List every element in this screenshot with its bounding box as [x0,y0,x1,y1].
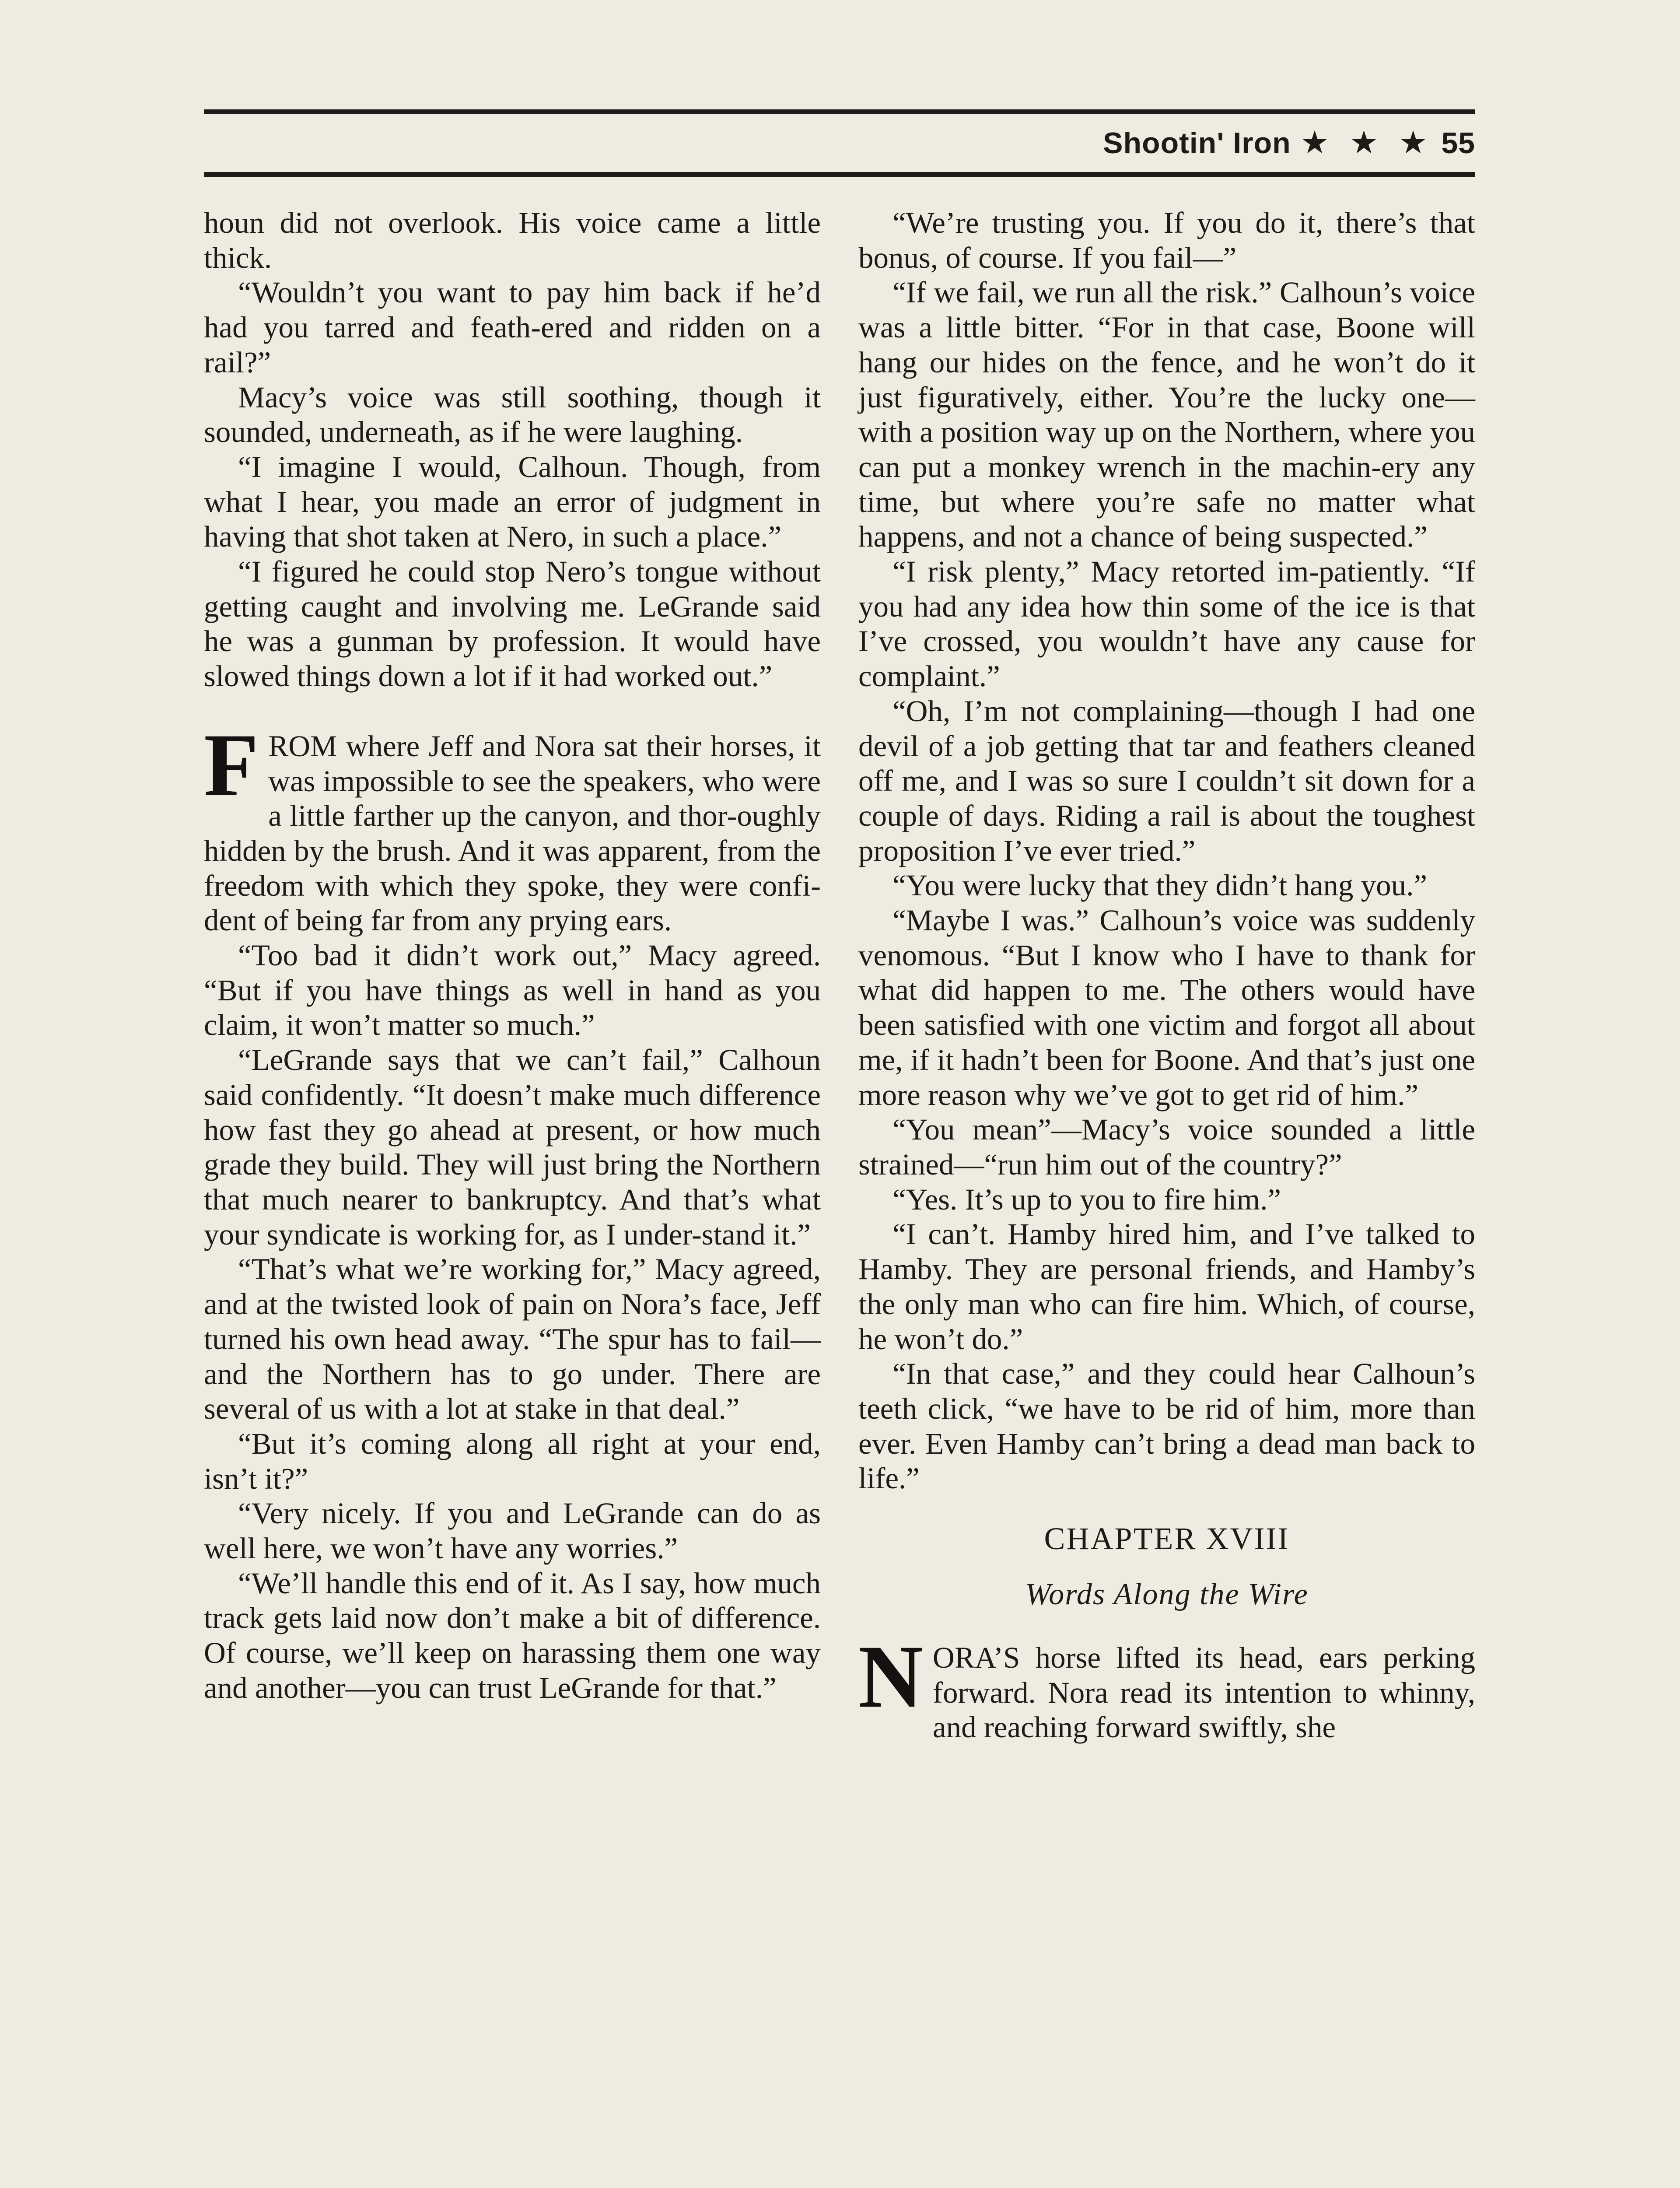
paragraph: “Too bad it didn’t work out,” Macy agreed. “But if you have things as well in hand as you claim, it won’t matter so much.” [204,939,821,1042]
paragraph: houn did not overlook. His voice came a little thick. [204,206,821,274]
header-rule-top [204,109,1475,114]
paragraph: “But it’s coming along all right at your end, isn’t it?” [204,1427,821,1495]
paragraph: “You were lucky that they didn’t hang you.” [892,869,1427,902]
paragraph-text: ROM where Jeff and Nora sat their horses, it was impossible to see the speakers, who were a little farther up the canyon, and thor-oughly hidden by the brush. And it was apparent, from the freedom with which they spoke, they were confi-dent of being far from any prying ears. [204,729,821,937]
right-text-column [858,206,1475,1745]
paragraph: “In that case,” and they could hear Calhoun’s teeth click, “we have to be rid of him, more than ever. Even Hamby can’t bring a dead man back to life.” [858,1357,1475,1495]
paragraph: “We’ll handle this end of it. As I say, how much track gets laid now don’t make a bit of difference. Of course, we’ll keep on harassing them one way and another—you can trust LeGrande for that.” [204,1566,821,1704]
paragraph: “That’s what we’re working for,” Macy agreed, and at the twisted look of pain on Nora’s face, Jeff turned his own head away. “The spur has to fail—and the Northern has to go under. There are several of us with a lot at stake in that deal.” [204,1252,821,1426]
paragraph: “We’re trusting you. If you do it, there’s that bonus, of course. If you fail—” [858,206,1475,274]
paragraph: “Wouldn’t you want to pay him back if he’d had you tarred and feath-ered and ridden on a rail?” [204,276,821,379]
drop-cap-letter: N [858,1627,924,1727]
page-number: 55 [1441,126,1475,160]
chapter-heading: CHAPTER XVIII [1044,1521,1290,1557]
paragraph: “LeGrande says that we can’t fail,” Calhoun said confidently. “It doesn’t make much difference how fast they go ahead at present, or how much grade they build. They will just bring the Northern that much nearer to bankruptcy. And that’s what your syndicate is working for, as I under-stand it.” [204,1043,821,1251]
drop-cap-letter: F [204,715,259,815]
paragraph: “Oh, I’m not complaining—though I had one devil of a job getting that tar and feathers cleaned off me, and I was so sure I couldn’t sit down for a couple of days. Riding a rail is about the toughest proposition I’ve ever tried.” [858,694,1475,867]
running-head [1103,121,1475,165]
header-rule-bottom [204,172,1475,177]
paragraph: “If we fail, we run all the risk.” Calhoun’s voice was a little bitter. “For in that case, Boone will hang our hides on the fence, and he won’t do it just figuratively, either. You’re the lucky one—with a position way up on the Northern, where you can put a monkey wrench in the machin-ery any time, but where you’re safe no matter what happens, and not a chance of being suspected.” [858,276,1475,554]
paragraph: “I risk plenty,” Macy retorted im-patiently. “If you had any idea how thin some of the ice is that I’ve crossed, you wouldn’t have any cause for complaint.” [858,555,1475,693]
left-text-column [204,206,821,1706]
chapter-subtitle: Words Along the Wire [1025,1578,1309,1612]
star-ornaments: ★ ★ ★ [1300,125,1434,160]
paragraph: “You mean”—Macy’s voice sounded a little strained—“run him out of the country?” [858,1113,1475,1181]
section-opening-paragraph [204,715,821,938]
paragraph: “I figured he could stop Nero’s tongue without getting caught and involving me. LeGrande said he was a gunman by profession. It would have slowed things down a lot if it had worked out.” [204,555,821,693]
paragraph-text: ORA’S horse lifted its head, ears perking forward. Nora read its intention to whinny, and reaching forward swiftly, she [933,1641,1475,1744]
paragraph: “Very nicely. If you and LeGrande can do as well here, we won’t have any worries.” [204,1497,821,1565]
paragraph: “I imagine I would, Calhoun. Though, from what I hear, you made an error of judgment in having that shot taken at Nero, in such a place.” [204,450,821,554]
paragraph: “Maybe I was.” Calhoun’s voice was suddenly venomous. “But I know who I have to thank for what did happen to me. The others would have been satisfied with one victim and forgot all about me, if it hadn’t been for Boone. And that’s just one more reason why we’ve got to get rid of him.” [858,904,1475,1112]
chapter-opening-paragraph [858,1627,1475,1745]
paragraph: Macy’s voice was still soothing, though it sounded, underneath, as if he were laughing. [204,380,821,449]
paragraph: “Yes. It’s up to you to fire him.” [892,1182,1281,1216]
magazine-title: Shootin' Iron [1103,126,1291,160]
paragraph: “I can’t. Hamby hired him, and I’ve talked to Hamby. They are personal friends, and Hamby’s the only man who can fire him. Which, of course, he won’t do.” [858,1217,1475,1356]
